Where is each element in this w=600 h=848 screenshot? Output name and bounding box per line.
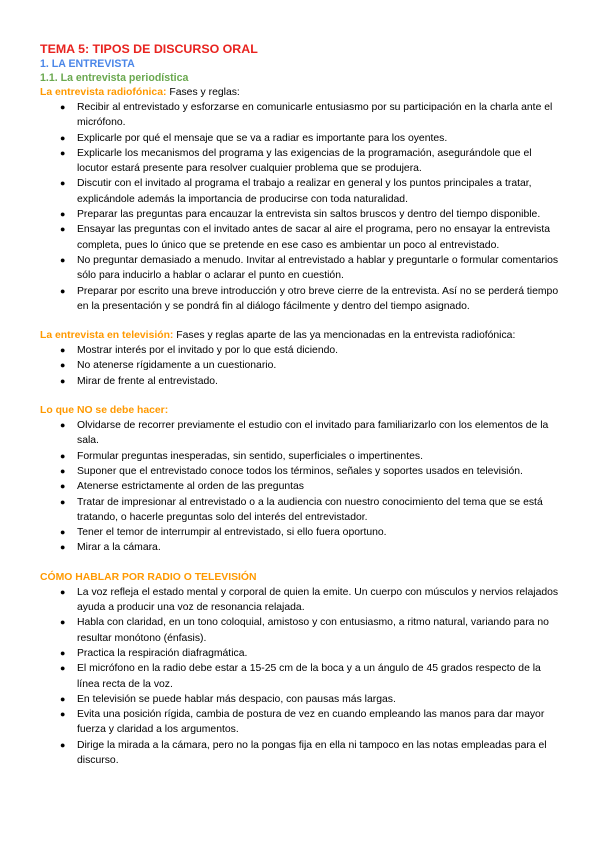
list-item-text: No preguntar demasiado a menudo. Invitar al entrevistado a hablar y preguntarle o formular comentarios sólo para inducirlo a hablar o aclarar el punto en cuestión.: [77, 254, 559, 282]
radio-intro: [40, 85, 560, 100]
list-item-text: En televisión se puede hablar más despacio, con pausas más largas.: [77, 693, 396, 705]
list-item-text: Preparar las preguntas para encauzar la entrevista sin saltos bruscos y dentro del tiempo disponible.: [77, 209, 541, 221]
how-to-speak-heading: CÓMO HABLAR POR RADIO O TELEVISIÓN: [40, 571, 257, 583]
bullet-icon: ●: [60, 102, 66, 112]
subsection-heading: 1.1. La entrevista periodística: [40, 72, 189, 84]
tv-intro-text: Fases y reglas aparte de las ya mencionadas en la entrevista radiofónica:: [173, 330, 516, 342]
list-item-text: Mirar de frente al entrevistado.: [77, 375, 218, 387]
list-item-text: Tener el temor de interrumpir al entrevistado, si ello fuera oportuno.: [77, 527, 387, 539]
list-item: [60, 146, 560, 177]
list-item: [60, 222, 560, 253]
list-item-text: Formular preguntas inesperadas, sin sentido, superficiales o impertinentes.: [77, 450, 423, 462]
bullet-icon: ●: [60, 709, 66, 720]
radio-label: La entrevista radiofónica:: [40, 87, 167, 98]
list-item: [60, 738, 560, 769]
list-item: [60, 374, 560, 389]
list-item: [60, 176, 560, 207]
bullet-icon: ●: [60, 465, 66, 476]
list-item-text: Practica la respiración diafragmática.: [77, 647, 248, 659]
bullet-icon: ●: [60, 254, 66, 265]
tv-list: [40, 343, 560, 389]
list-item: [60, 646, 560, 661]
list-item-text: Explicarle los mecanismos del programa y las exigencias de la programación, asegurándole que el locutor estará presente para resolver cualquier problema que se produjera.: [77, 147, 532, 175]
list-item-text: Atenerse estrictamente al orden de las preguntas: [77, 481, 304, 493]
bullet-icon: ●: [60, 420, 66, 431]
list-item: [60, 284, 560, 315]
bullet-icon: ●: [60, 224, 66, 235]
bullet-icon: ●: [60, 586, 66, 597]
bullet-icon: ●: [60, 739, 66, 750]
list-item: [60, 131, 560, 146]
bullet-icon: ●: [60, 285, 66, 296]
list-item-text: Mostrar interés por el invitado y por lo que está diciendo.: [77, 345, 339, 357]
bullet-icon: ●: [60, 132, 66, 143]
list-item: [60, 479, 560, 494]
list-item-text: Olvidarse de recorrer previamente el estudio con el invitado para familiarizarlo con los elementos de la sala.: [77, 420, 549, 447]
bullet-icon: ●: [60, 693, 66, 704]
list-item: [60, 585, 560, 616]
list-item-text: Habla con claridad, en un tono coloquial, amistoso y con entusiasmo, a ritmo natural, variando para no resultar monótono (énfasis).: [77, 617, 549, 644]
tv-label: La entrevista en televisión:: [40, 330, 174, 342]
tv-intro: [40, 328, 560, 343]
list-item: [60, 525, 560, 540]
bullet-icon: ●: [60, 360, 66, 371]
bullet-icon: ●: [60, 345, 66, 356]
bullet-icon: ●: [60, 450, 66, 461]
dont-heading: Lo que NO se debe hacer:: [40, 405, 169, 417]
bullet-icon: ●: [60, 663, 66, 674]
dont-list: [40, 418, 560, 556]
radio-intro-text: Fases y reglas:: [166, 87, 240, 98]
list-item-text: Explicarle por qué el mensaje que se va a radiar es importante para los oyentes.: [77, 132, 448, 144]
list-item-text: Recibir al entrevistado y esforzarse en comunicarle entusiasmo por su participación en la charla ante el micrófono.: [77, 102, 553, 129]
document-title: TEMA 5: TIPOS DE DISCURSO ORAL: [40, 42, 258, 56]
list-item: [60, 540, 560, 555]
list-item-text: Evita una posición rígida, cambia de postura de vez en cuando empleando las manos para dar mayor fuerza y claridad a los argumentos.: [77, 709, 545, 736]
list-item-text: La voz refleja el estado mental y corporal de quien la emite. Un cuerpo con músculos y nervios relajados ayuda a producir una voz de resonancia relajada.: [77, 586, 559, 614]
list-item-text: Dirige la mirada a la cámara, pero no la pongas fija en ella ni tampoco en las notas empleadas para el discurso.: [77, 739, 547, 766]
bullet-icon: ●: [60, 647, 66, 658]
list-item: [60, 253, 560, 284]
list-item: [60, 418, 560, 449]
list-item: [60, 343, 560, 358]
bullet-icon: ●: [60, 147, 66, 158]
bullet-icon: ●: [60, 375, 66, 386]
section-heading: 1. LA ENTREVISTA: [40, 58, 135, 70]
bullet-icon: ●: [60, 481, 66, 492]
list-item-text: Suponer que el entrevistado conoce todos los términos, señales y soportes usados en televisión.: [77, 465, 523, 477]
bullet-icon: ●: [60, 209, 66, 220]
list-item: [60, 464, 560, 479]
list-item-text: Ensayar las preguntas con el invitado antes de sacar al aire el programa, pero no ensayar la entrevista completa, pues lo único que se pretende en ese caso es ambientar un poco al entrevistado.: [77, 224, 551, 251]
radio-list: [40, 100, 560, 314]
list-item: [60, 358, 560, 373]
list-item: [60, 615, 560, 646]
bullet-icon: ●: [60, 178, 66, 189]
list-item: [60, 207, 560, 222]
list-item: [60, 449, 560, 464]
bullet-icon: ●: [60, 527, 66, 538]
bullet-icon: ●: [60, 542, 66, 553]
list-item: [60, 661, 560, 692]
bullet-icon: ●: [60, 617, 66, 628]
how-to-speak-list: [40, 585, 560, 769]
bullet-icon: ●: [60, 496, 66, 507]
list-item-text: Preparar por escrito una breve introducción y otro breve cierre de la entrevista. Así no se perderá tiempo en la presentación y se pondrá fin al diálogo fácilmente y dentro del tiempo asignado.: [77, 285, 559, 312]
list-item-text: Mirar a la cámara.: [77, 542, 161, 554]
list-item-text: No atenerse rígidamente a un cuestionario.: [77, 360, 277, 372]
list-item-text: Discutir con el invitado al programa el trabajo a realizar en general y los puntos principales a tratar, explicándole además la importancia de producirse con toda naturalidad.: [77, 178, 532, 205]
list-item: [60, 100, 560, 131]
list-item-text: El micrófono en la radio debe estar a 15-25 cm de la boca y a un ángulo de 45 grados respecto de la línea recta de la voz.: [77, 663, 541, 690]
list-item-text: Tratar de impresionar al entrevistado o a la audiencia con nuestro conocimiento del tema que se está tratando, o hacerle preguntas solo del interés del entrevistador.: [77, 496, 543, 523]
list-item: [60, 707, 560, 738]
list-item: [60, 692, 560, 707]
list-item: [60, 495, 560, 526]
